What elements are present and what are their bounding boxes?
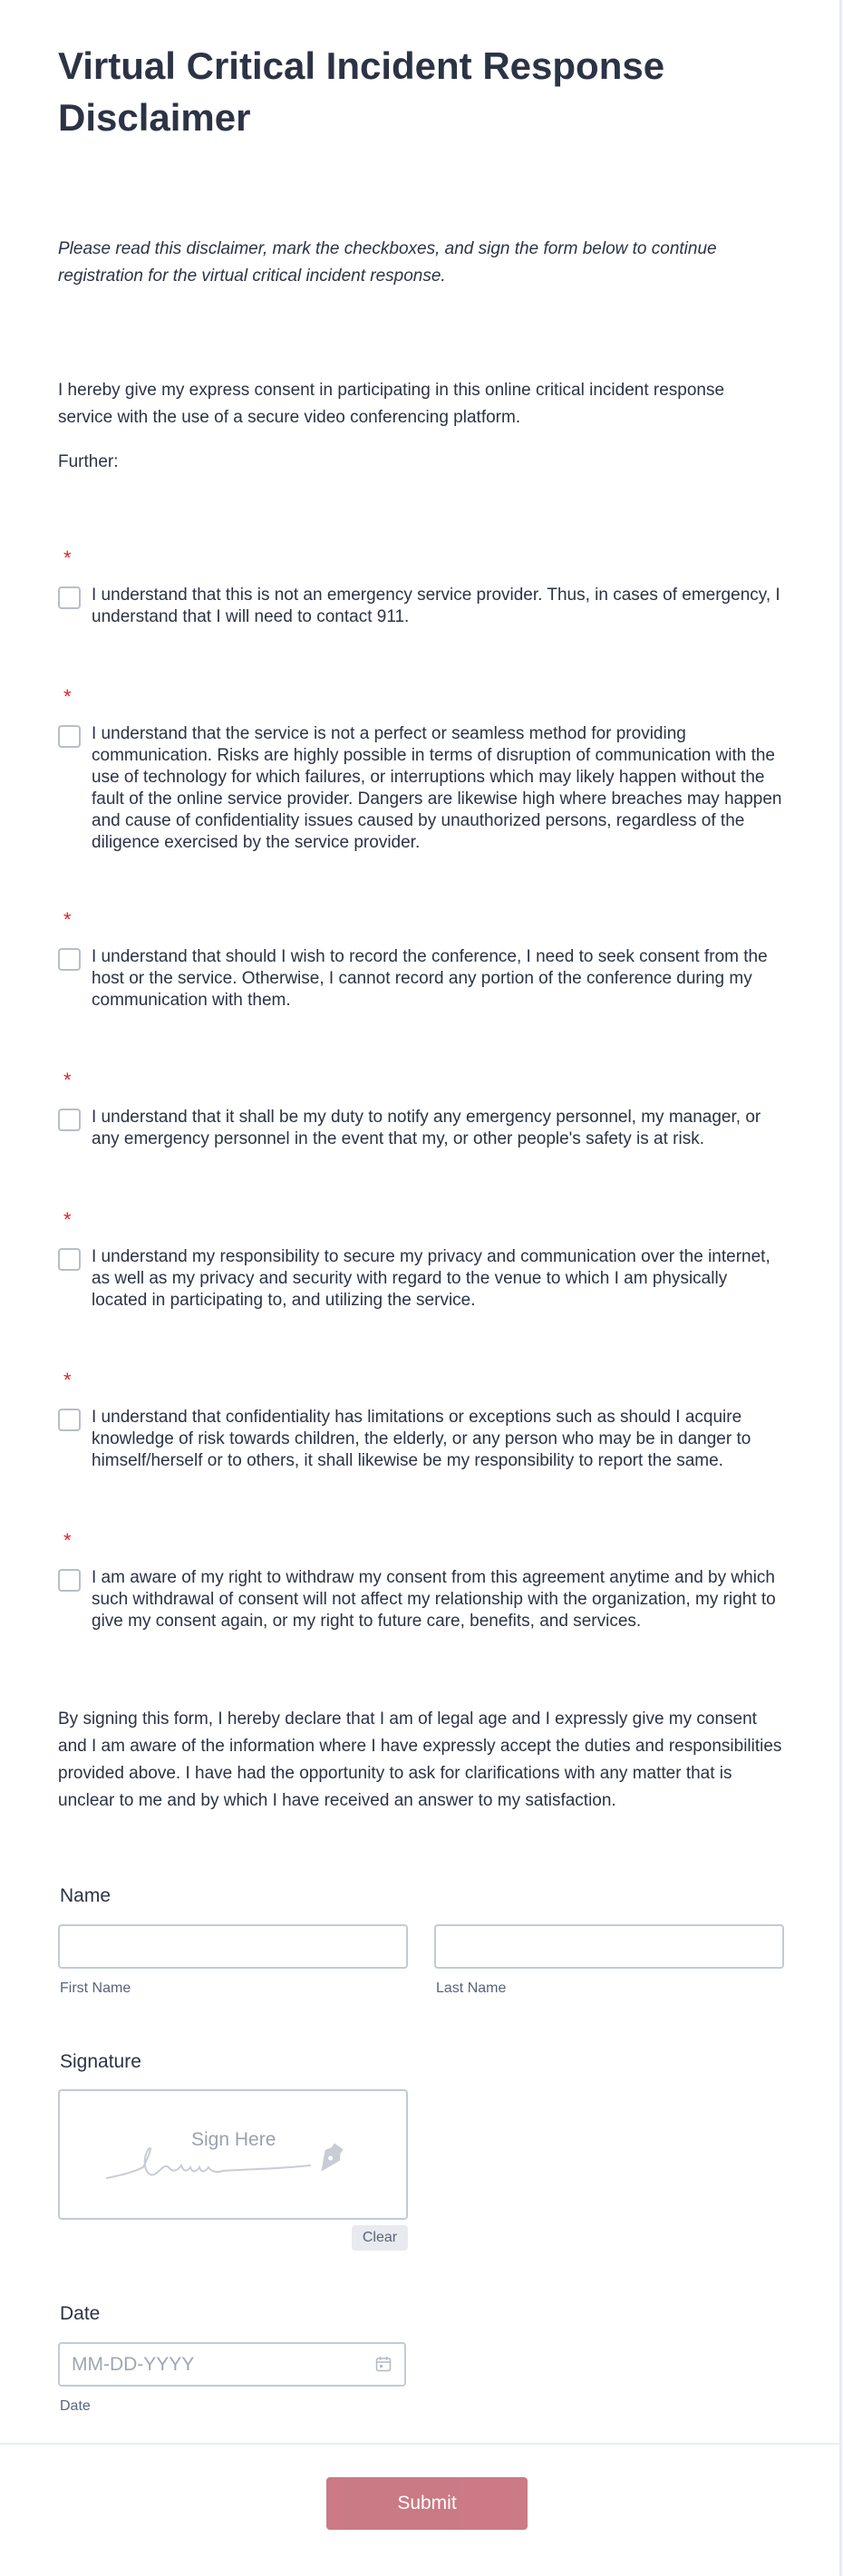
checkbox-label-notify[interactable]: I understand that it shall be my duty to notify any emergency personnel, my manager, or any emergency personnel in the event that my, or other people's safety is at risk.	[92, 1108, 761, 1148]
checkbox-label-withdraw[interactable]: I am aware of my right to withdraw my consent from this agreement anytime and by which such withdrawal of consent will not affect my relationship with the organization, my right to give my consent again, or my right to future care, benefits, and services.	[92, 1568, 776, 1631]
date-input[interactable]	[58, 2342, 406, 2387]
checkbox-confidentiality[interactable]	[58, 1409, 81, 1431]
signature-label: Signature	[60, 2051, 141, 2072]
form-title: Virtual Critical Incident Response Disclaimer	[58, 44, 665, 139]
declaration-text: By signing this form, I hereby declare that I am of legal age and I expressly give my consent and I am aware of the information where I have expressly accept the duties and responsibilities provided above. I have had the opportunity to ask for clarifications with any matter that is unclear to me and by which I have received an answer to my satisfaction.	[58, 1709, 782, 1810]
checkbox-label-confidentiality[interactable]: I understand that confidentiality has limitations or exceptions such as should I acquire knowledge of risk towards children, the elderly, or any person who may be in danger to himself/herself or to others, it shall likewise be my responsibility to report the same.	[92, 1408, 751, 1470]
date-placeholder: MM-DD-YYYY	[72, 2354, 195, 2375]
required-asterisk: *	[63, 547, 72, 569]
checkbox-withdraw[interactable]	[58, 1569, 81, 1592]
last-name-sublabel: Last Name	[436, 1980, 507, 1996]
checkbox-notify[interactable]	[58, 1109, 81, 1131]
required-asterisk: *	[63, 1369, 72, 1391]
date-sublabel: Date	[60, 2398, 91, 2414]
checkbox-label-emergency[interactable]: I understand that this is not an emergency service provider. Thus, in cases of emergency, I understand that I will need to contact 911.	[92, 586, 780, 626]
date-label: Date	[60, 2303, 101, 2324]
checkbox-label-privacy[interactable]: I understand my responsibility to secure my privacy and communication over the internet, as well as my privacy and security with regard to the venue to which I am physically located in participating to, and utilizing the service.	[92, 1247, 770, 1310]
first-name-sublabel: First Name	[60, 1980, 131, 1996]
signature-pen-icon	[96, 2127, 386, 2191]
required-asterisk: *	[63, 1069, 72, 1091]
signature-placeholder: Sign Here	[191, 2129, 276, 2150]
consent-text: I hereby give my express consent in participating in this online critical incident response service with the use of a secure video conferencing platform.	[58, 381, 725, 427]
last-name-input[interactable]	[434, 1924, 784, 1969]
required-asterisk: *	[63, 908, 72, 931]
checkbox-recording[interactable]	[58, 948, 81, 971]
submit-button[interactable]: Submit	[326, 2477, 528, 2530]
checkbox-risks[interactable]	[58, 725, 81, 748]
checkbox-privacy[interactable]	[58, 1248, 81, 1271]
intro-text: Please read this disclaimer, mark the checkboxes, and sign the form below to continue registration for the virtual critical incident response.	[58, 239, 717, 286]
checkbox-emergency[interactable]	[58, 586, 81, 609]
name-label: Name	[60, 1885, 111, 1906]
further-text: Further:	[58, 452, 119, 471]
first-name-input[interactable]	[58, 1924, 408, 1969]
required-asterisk: *	[63, 1529, 72, 1552]
calendar-icon[interactable]	[375, 2356, 392, 2372]
footer-divider	[0, 2443, 841, 2445]
checkbox-label-recording[interactable]: I understand that should I wish to record the conference, I need to seek consent from the host or the service. Otherwise, I cannot record any portion of the conference during my communication with them.	[92, 947, 768, 1010]
signature-pad[interactable]	[58, 2089, 408, 2220]
required-asterisk: *	[63, 685, 72, 708]
required-asterisk: *	[63, 1208, 72, 1231]
clear-signature-button[interactable]: Clear	[352, 2225, 408, 2251]
checkbox-label-risks[interactable]: I understand that the service is not a perfect or seamless method for providing communication. Risks are highly possible in terms of disruption of communication with the use of technology for which failures, or interruptions which may likely happen without the fault of the online service provider. Dangers are likewise high where breaches may happen and cause of confidentiality issues caused by unauthorized persons, regardless of the diligence exercised by the service provider.	[92, 724, 782, 852]
